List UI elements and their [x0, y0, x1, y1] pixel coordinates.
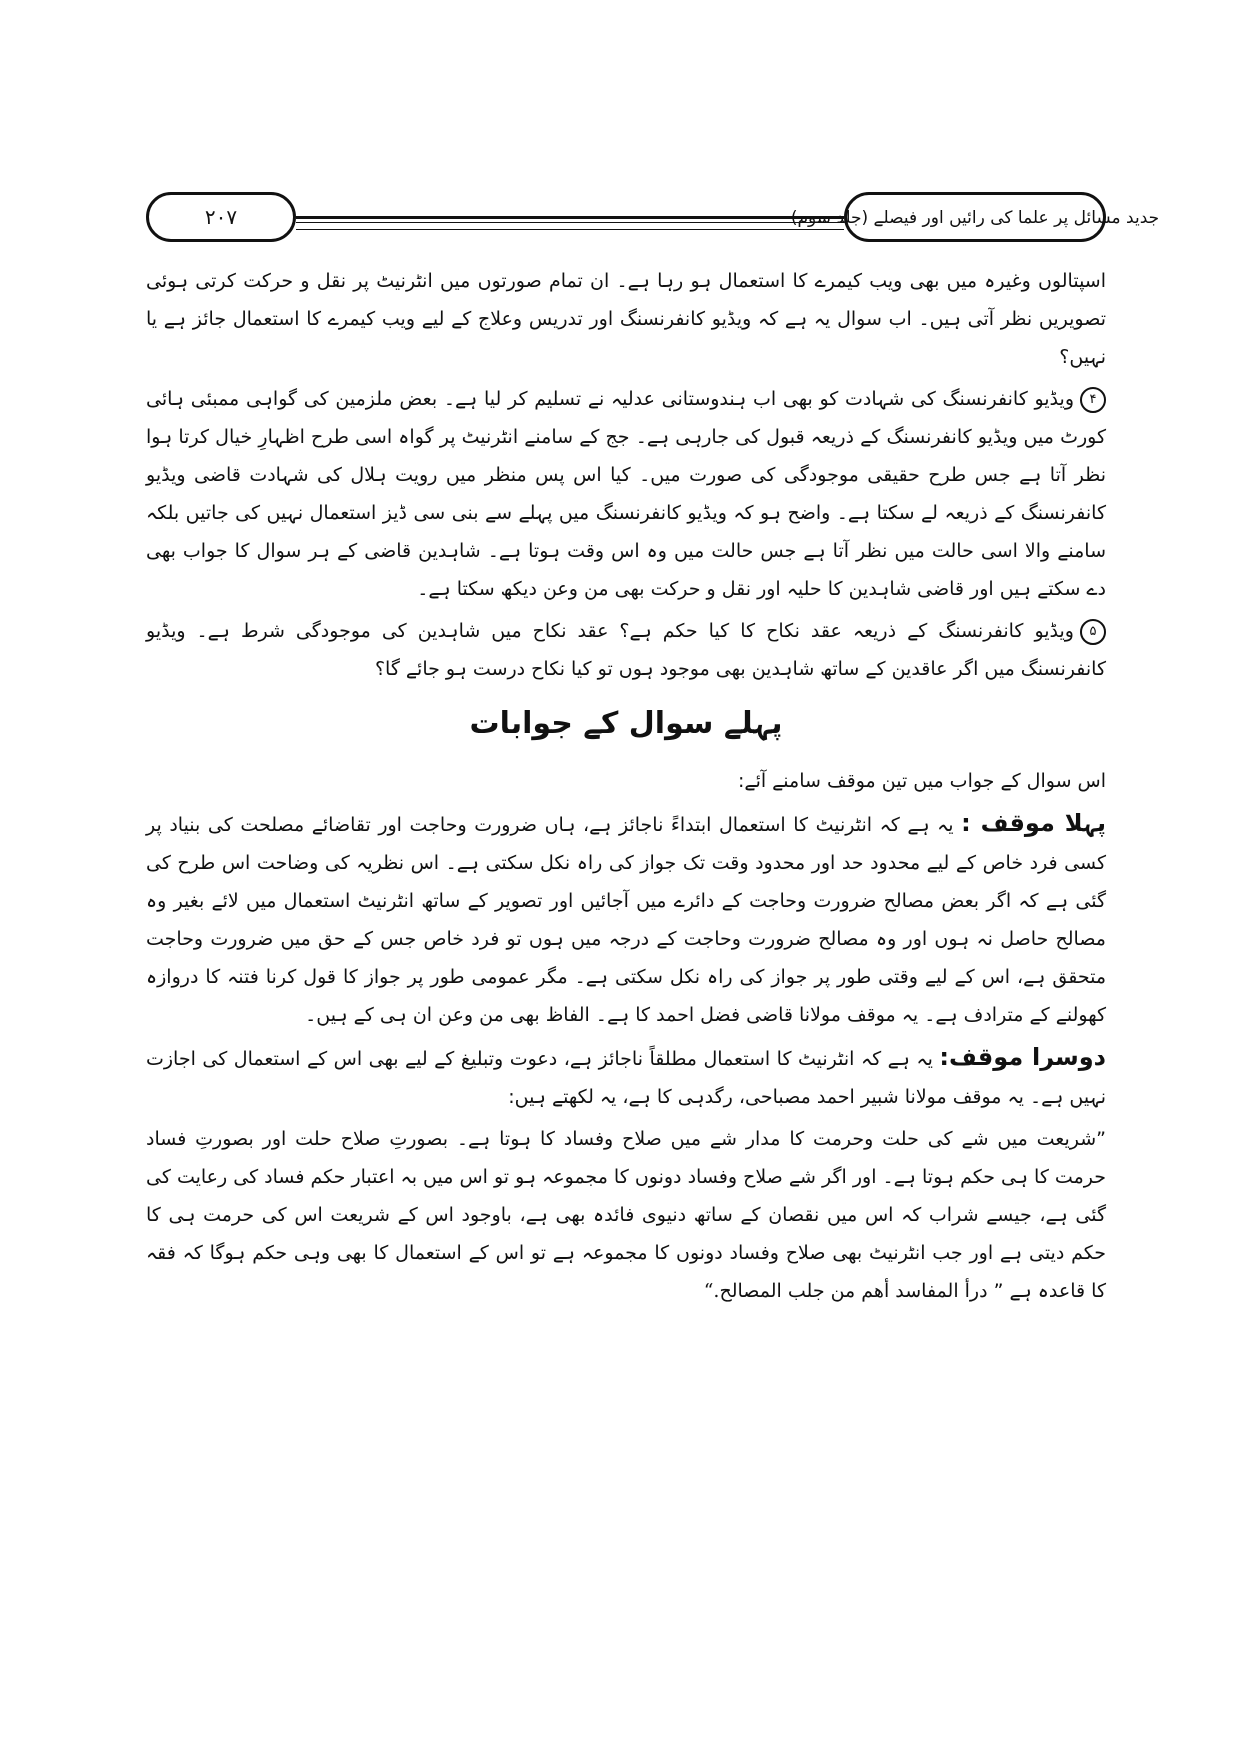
question-5-paragraph — [146, 612, 1106, 688]
intro-paragraph: اسپتالوں وغیرہ میں بھی ویب کیمرے کا استعمال ہو رہا ہے۔ ان تمام صورتوں میں انٹرنیٹ پر نقل و حرکت کرتی ہوئی تصویریں نظر آتی ہیں۔ اب سوال یہ ہے کہ ویڈیو کانفرنسنگ اور تدریس وعلاج کے لیے ویب کیمرے کا استعمال جائز ہے یا نہیں؟ — [146, 270, 1106, 368]
header-rule-inner — [296, 229, 844, 230]
question-number-5: ۵ — [1080, 619, 1106, 645]
question-number-4: ۴ — [1080, 387, 1106, 413]
first-position-label: پہلا موقف : — [961, 809, 1106, 837]
header-rule — [296, 216, 844, 223]
quote-text: ”شریعت میں شے کی حلت وحرمت کا مدار شے میں صلاح وفساد کا ہوتا ہے۔ بصورتِ صلاح حلت اور بصورتِ فساد حرمت کا ہی حکم ہوتا ہے۔ اور اگر شے صلاح وفساد دونوں کا مجموعہ ہو تو اس میں بہ اعتبار حکم فساد کی رعایت کی گئی ہے، جیسے شراب کہ اس میں نقصان کے ساتھ دنیوی فائدہ بھی ہے، باوجود اس کے شریعت اس کی حرمت ہی کا حکم دیتی ہے اور جب انٹرنیٹ بھی صلاح وفساد دونوں کا مجموعہ ہے تو اس کے استعمال کا بھی وہی حکم ہوگا کہ فقہ کا قاعدہ ہے ” — [146, 1128, 1106, 1302]
book-title: جدید مسائل پر علما کی رائیں اور فیصلے (جلد سوم) — [844, 192, 1106, 242]
section-heading: پہلے سوال کے جوابات — [469, 706, 783, 741]
page-content — [146, 262, 1106, 1314]
question-4-paragraph — [146, 380, 1106, 608]
quote-paragraph — [146, 1120, 1106, 1310]
answers-intro: اس سوال کے جواب میں تین موقف سامنے آئے: — [738, 770, 1106, 792]
page-number: ۲۰۷ — [146, 192, 296, 242]
arabic-maxim: درأ المفاسد أهم من جلب المصالح.“ — [703, 1280, 988, 1302]
question-5-text: ویڈیو کانفرنسنگ کے ذریعہ عقد نکاح کا کیا حکم ہے؟ عقد نکاح میں شاہدین کی موجودگی شرط ہے۔ ویڈیو کانفرنسنگ میں اگر عاقدین کے ساتھ شاہدین بھی موجود ہوں تو کیا نکاح درست ہو جائے گا؟ — [146, 620, 1106, 680]
question-4-text: ویڈیو کانفرنسنگ کی شہادت کو بھی اب ہندوستانی عدلیہ نے تسلیم کر لیا ہے۔ بعض ملزمین کی گواہی ممبئی ہائی کورٹ میں ویڈیو کانفرنسنگ کے ذریعہ قبول کی جارہی ہے۔ جج کے سامنے انٹرنیٹ پر گواہ اسی طرح اظہارِ خیال کرتا ہوا نظر آتا ہے جس طرح حقیقی موجودگی کی صورت میں۔ کیا اس پس منظر میں رویت ہلال کی شہادت قاضی ویڈیو کانفرنسنگ کے ذریعہ لے سکتا ہے۔ واضح ہو کہ ویڈیو کانفرنسنگ میں پہلے سے بنی سی ڈیز استعمال نہیں کی جاتیں بلکہ سامنے والا اسی حالت میں نظر آتا ہے جس حالت میں وہ اس وقت ہوتا ہے۔ شاہدین قاضی کے ہر سوال کا جواب بھی دے سکتے ہیں اور قاضی شاہدین کا حلیہ اور نقل و حرکت بھی من وعن دیکھ سکتا ہے۔ — [146, 388, 1106, 600]
second-position-text: یہ ہے کہ انٹرنیٹ کا استعمال مطلقاً ناجائز ہے، دعوت وتبلیغ کے لیے بھی اس کے استعمال کی اجازت نہیں ہے۔ یہ موقف مولانا شبیر احمد مصباحی، رگدہی کا ہے، یہ لکھتے ہیں: — [146, 1048, 1106, 1108]
second-position-paragraph — [146, 1038, 1106, 1116]
page-header — [146, 192, 1160, 246]
second-position-label: دوسرا موقف: — [939, 1043, 1106, 1071]
first-position-text: یہ ہے کہ انٹرنیٹ کا استعمال ابتداءً ناجائز ہے، ہاں ضرورت وحاجت اور تقاضائے مصلحت کی بنیاد پر کسی فرد خاص کے لیے محدود حد اور محدود وقت تک جواز کی راہ نکل سکتی ہے۔ اس نظریہ کی وضاحت اس طرح کی گئی ہے کہ اگر بعض مصالح ضرورت وحاجت کے دائرے میں آجائیں اور تصویر کے ساتھ انٹرنیٹ استعمال میں لائے بغیر وہ مصالح حاصل نہ ہوں اور وہ مصالح ضرورت وحاجت کے درجہ میں ہوں تو فرد خاص جس کے حق میں ضرورت وحاجت متحقق ہے، اس کے لیے وقتی طور پر جواز کی راہ نکل سکتی ہے۔ مگر عمومی طور پر جواز کا قول کرنا فتنہ کا دروازہ کھولنے کے مترادف ہے۔ یہ موقف مولانا قاضی فضل احمد کا ہے۔ الفاظ بھی من وعن ان ہی کے ہیں۔ — [146, 814, 1106, 1026]
first-position-paragraph — [146, 804, 1106, 1034]
